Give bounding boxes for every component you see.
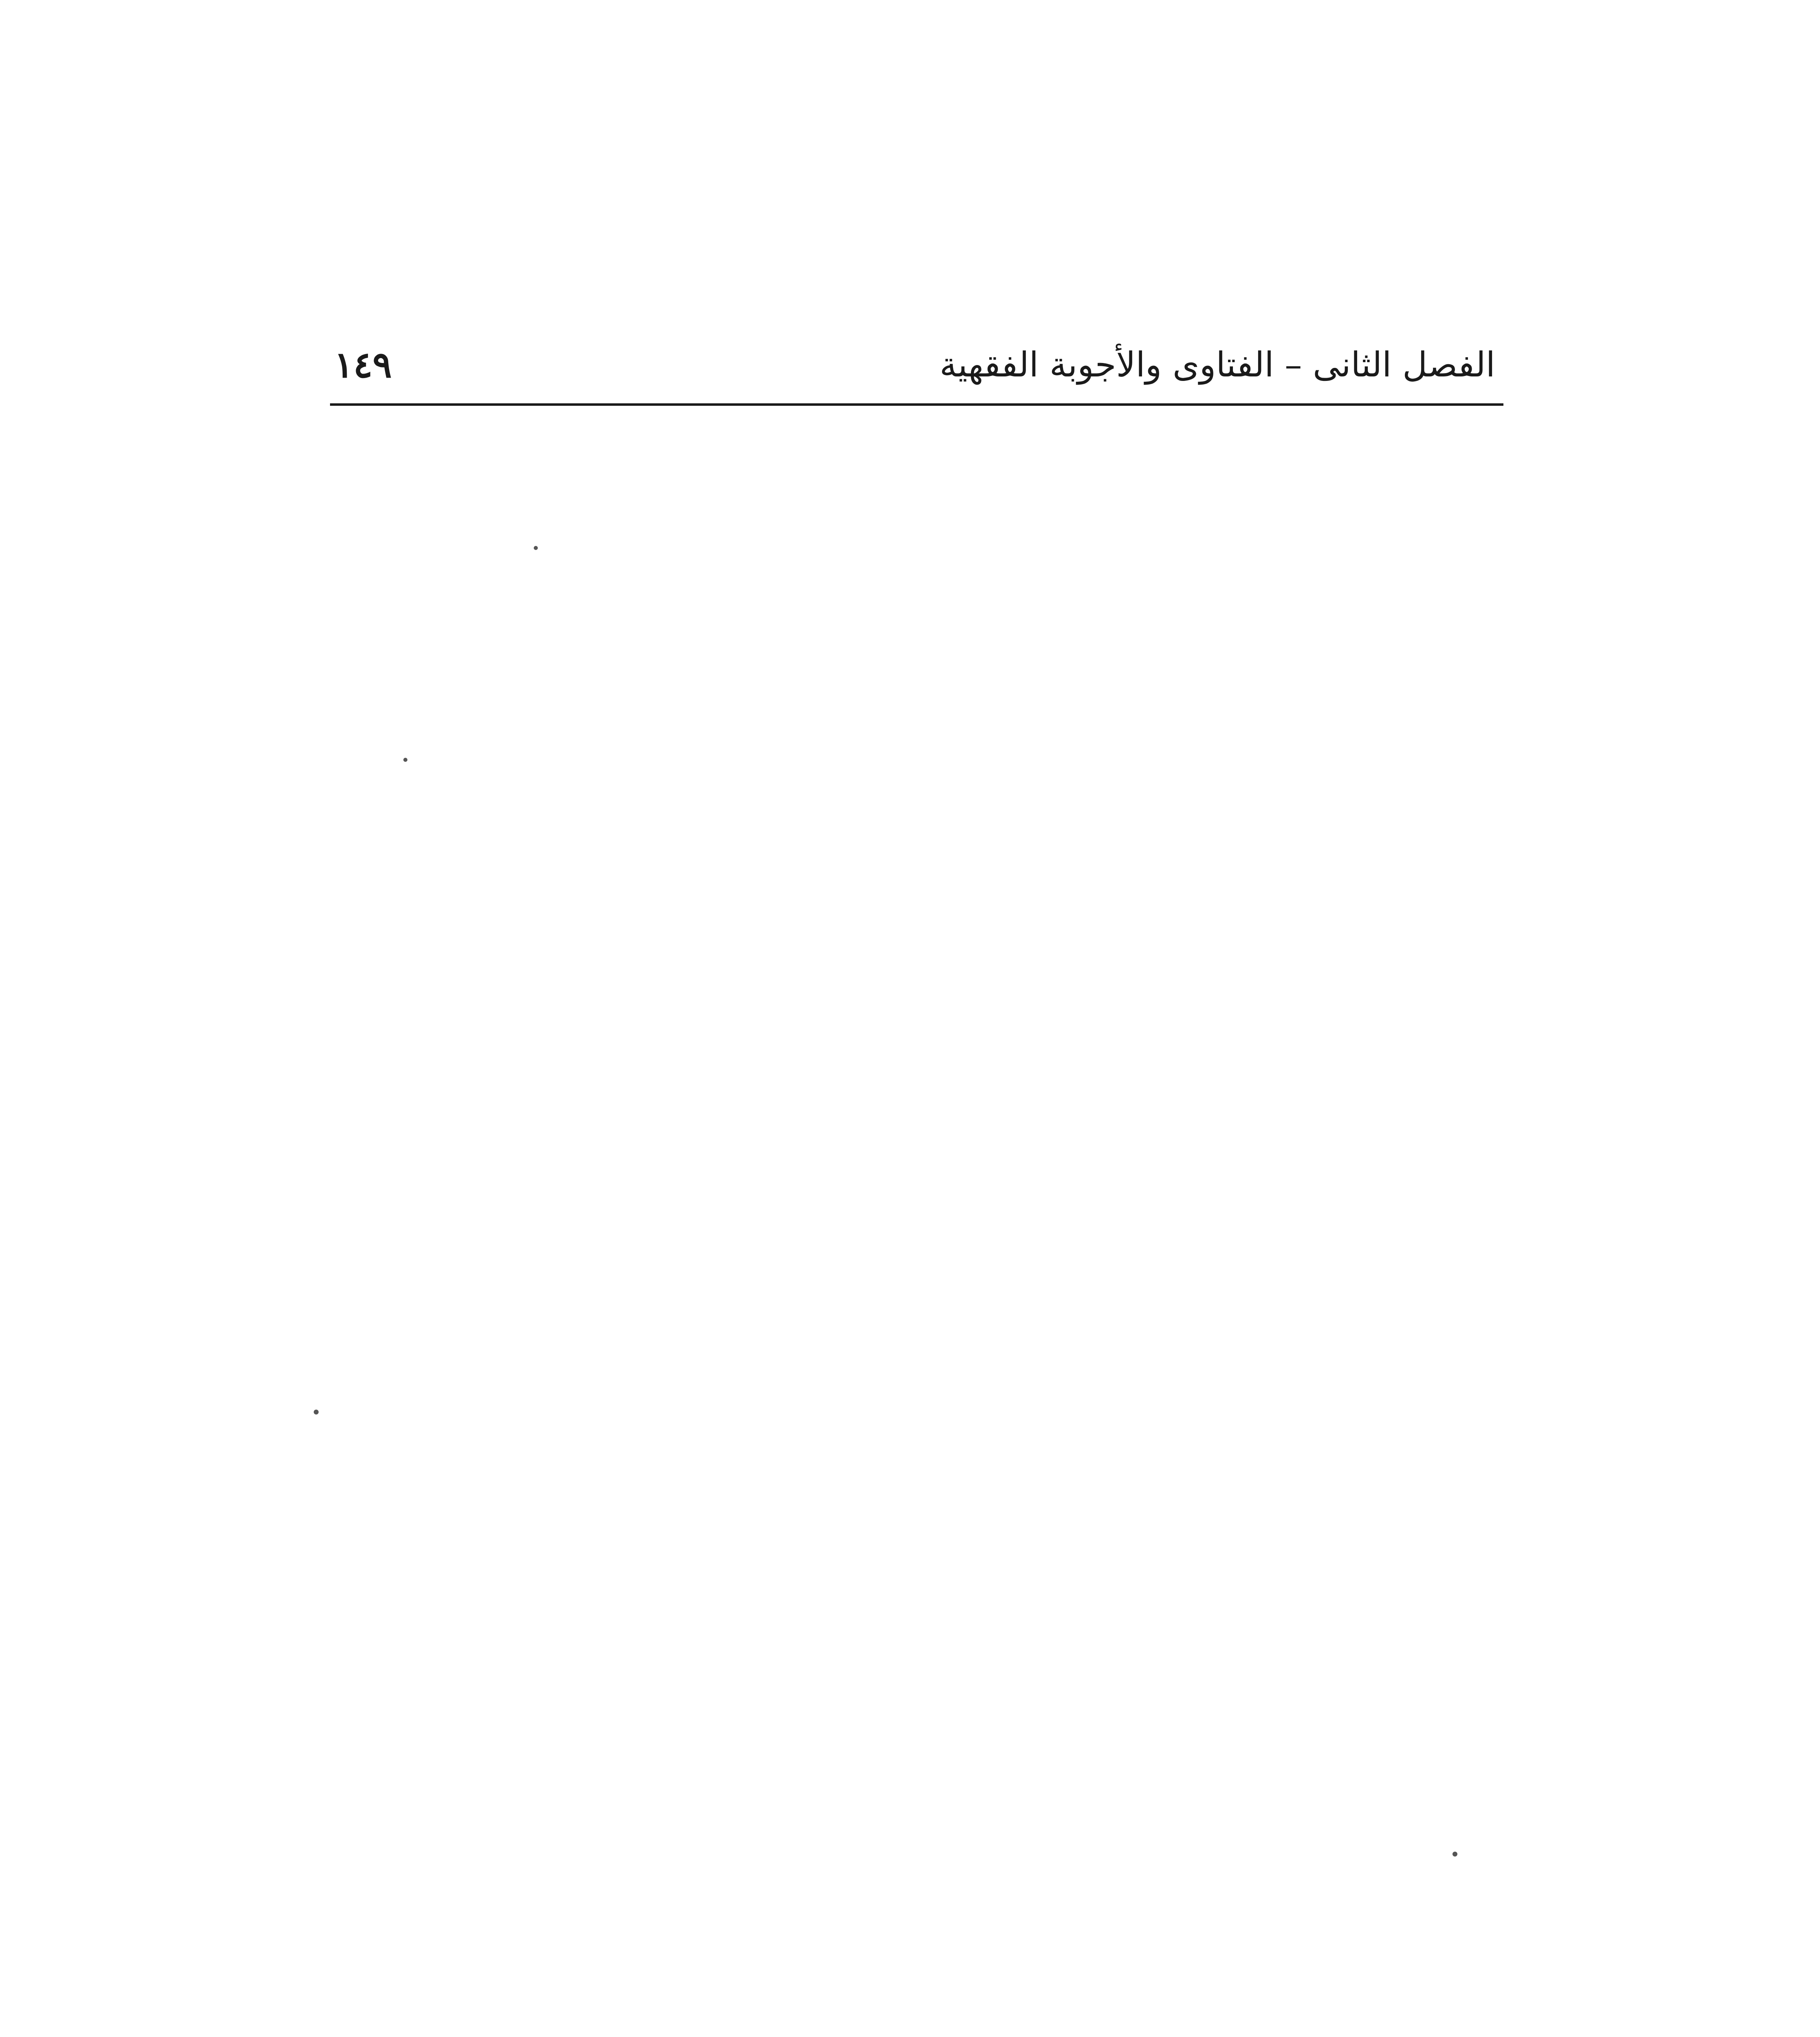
scan-speck bbox=[534, 546, 538, 550]
header-rule bbox=[330, 403, 1503, 406]
running-header bbox=[326, 342, 1503, 403]
scan-speck bbox=[314, 1410, 319, 1414]
chapter-title: الفصل الثانى – الفتاوى والأجوبة الفقهية bbox=[940, 345, 1495, 385]
scan-speck bbox=[403, 758, 407, 762]
page-number: ١٤٩ bbox=[334, 343, 392, 386]
scan-speck bbox=[1452, 1852, 1457, 1857]
